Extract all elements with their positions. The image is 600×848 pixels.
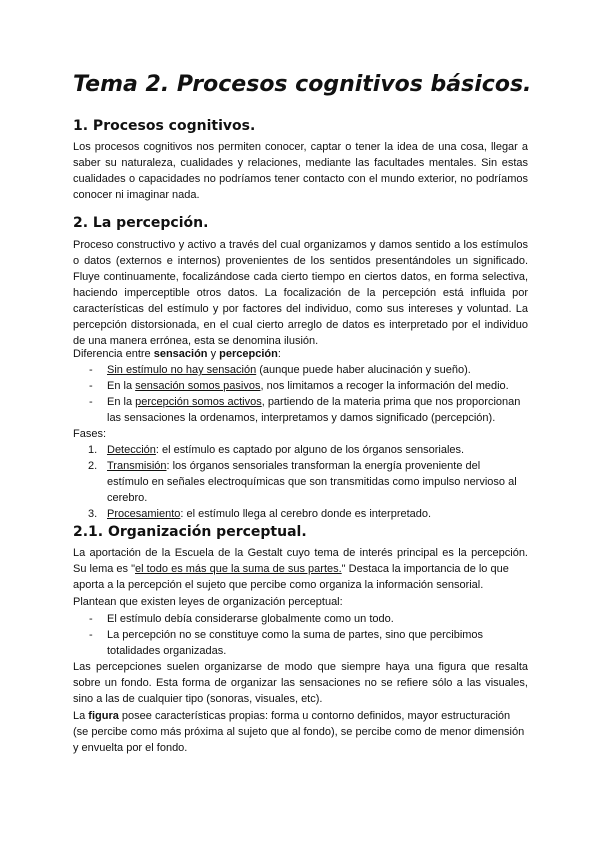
text-line: Proceso constructivo y activo a través del cual organizamos y damos sentido a los estímulos [73, 239, 528, 251]
term-percepcion: percepción [219, 348, 278, 360]
text-line: Los procesos cognitivos nos permiten conocer, captar o tener la idea de una cosa, llegar a [73, 141, 528, 153]
underlined-term: Sin estímulo no hay sensación [107, 364, 257, 376]
underlined-term: percepción somos activos [135, 396, 262, 408]
page-title: Tema 2. Procesos cognitivos básicos. [73, 72, 532, 97]
item-number: 2. [88, 460, 98, 472]
text-line: Las percepciones suelen organizarse de modo que siempre haya una figura que resalta [73, 661, 528, 673]
text-fragment: La [73, 710, 89, 722]
text-line: (se percibe como más próxima al sujeto que al fondo), se percibe como de menor dimensión [73, 726, 525, 738]
text-line: haciendo imperceptible otros datos. La focalización de la percepción está influida por [73, 287, 528, 299]
list-item: - Sin estímulo no hay sensación (aunque puede haber alucinación y sueño). [89, 364, 471, 376]
item-text: estímulo en señales electroquímicas que son transmitidas como impulso nervioso al [107, 476, 517, 488]
text-line: y envuelta por el fondo. [73, 742, 188, 754]
text-line: de una manera errónea, esta se denomina ilusión. [73, 335, 319, 347]
item-text: La percepción no se constituye como la suma de partes, sino que percibimos [107, 629, 484, 641]
underlined-term: Transmisión [107, 460, 167, 472]
difference-intro [73, 346, 528, 362]
item-text: : el estímulo llega al cerebro donde es interpretado. [180, 508, 432, 520]
item-text: : el estímulo es captado por alguno de los órganos sensoriales. [155, 444, 465, 456]
leyes-list [73, 611, 528, 659]
text-line: La aportación de la Escuela de la Gestalt cuyo tema de interés principal es la percepción. [73, 547, 528, 559]
list-item [73, 458, 528, 506]
text-line [73, 561, 528, 577]
section-heading-organizacion-perceptual: 2.1. Organización perceptual. [73, 524, 307, 540]
item-text: , partiendo de la materia prima que nos proporcionan [261, 396, 521, 408]
paragraph-figura [73, 708, 528, 756]
paragraph-percepcion [73, 237, 528, 349]
text-line: características del estímulo y por factores del individuo, como sus intereses y voluntad. La [73, 303, 528, 315]
phases-list [73, 442, 528, 522]
text-fragment: posee características propias: forma u contorno definidos, mayor estructuración [118, 710, 511, 722]
text-line: saber su naturaleza, cualidades y relaciones, mediante las facultades mentales. Sin estas [73, 157, 528, 169]
paragraph-gestalt [73, 545, 528, 593]
list-item [73, 442, 528, 458]
text-line: Fluye continuamente, focalizándose cada cierto tiempo en ciertos datos, en forma selectiva, [73, 271, 528, 283]
item-text: las sensaciones la ordenamos, interpretamos y damos significado (percepción). [107, 412, 496, 424]
text-fragment: " Destaca la importancia de lo que [341, 563, 509, 575]
term-sensacion: sensación [153, 348, 208, 360]
item-number: 3. [88, 508, 98, 520]
item-text: El estímulo debía considerarse globalmente como un todo. [107, 613, 394, 625]
text-line: o datos (externos e internos) provenientes de los sentidos presentándoles un significado. [73, 255, 528, 267]
item-text: En la [107, 396, 136, 408]
text-line: sino a las de cualquier tipo (sonoras, visuales, etc). [73, 693, 323, 705]
item-number: 1. [88, 444, 98, 456]
text-fragment: Su lema es " [73, 563, 135, 575]
underlined-term: Detección [107, 444, 156, 456]
text-line: percepción distorsionada, en el cual cierto arreglo de datos es interpretado por el individuo [73, 319, 528, 331]
section-heading-procesos-cognitivos: 1. Procesos cognitivos. [73, 118, 256, 134]
gestalt-motto: el todo es más que la suma de sus partes. [135, 563, 342, 575]
list-item: - En la sensación somos pasivos, nos limitamos a recoger la información del medio. [89, 380, 509, 392]
item-text: En la [107, 380, 136, 392]
item-text: cerebro. [107, 492, 148, 504]
text-line: conocer ni imaginar nada. [73, 189, 200, 201]
paragraph-figura-fondo [73, 659, 528, 707]
text-line: cualidades o capacidades no podríamos tener contacto con el mundo exterior, no podríamos [73, 173, 528, 185]
paragraph-procesos-cognitivos [73, 139, 528, 203]
underlined-term: sensación somos pasivos [135, 380, 261, 392]
text-line: sobre un fondo. Esta forma de organizar las sensaciones no se refiere sólo a las visuales, [73, 677, 528, 689]
list-item [73, 506, 528, 522]
list-item: - En la percepción somos activos, partiendo de la materia prima que nos proporcionan las sensaciones la ordenamos, interpretamos y damos significado (percepción). [89, 396, 521, 424]
diff-and: y [207, 348, 220, 360]
text-line: aporta a la percepción el sujeto que percibe como organiza la información sensorial. [73, 579, 484, 591]
item-text: totalidades organizadas. [107, 645, 227, 657]
list-item: - El estímulo debía considerarse globalmente como un todo. [89, 613, 394, 625]
list-item: - La percepción no se constituye como la suma de partes, sino que percibimos totalidades organizadas. [73, 627, 528, 659]
diff-suffix: : [277, 348, 281, 360]
difference-list [73, 362, 528, 426]
phases-label: Fases: [73, 428, 107, 440]
item-text: : los órganos sensoriales transforman la energía proveniente del [166, 460, 481, 472]
diff-prefix: Diferencia entre [73, 348, 154, 360]
text-line [73, 708, 528, 724]
term-figura: figura [88, 710, 119, 722]
item-text: , nos limitamos a recoger la información del medio. [260, 380, 509, 392]
underlined-term: Procesamiento [107, 508, 181, 520]
section-heading-percepcion: 2. La percepción. [73, 215, 209, 231]
paragraph-leyes: Plantean que existen leyes de organización perceptual: [73, 596, 343, 608]
item-text: (aunque puede haber alucinación y sueño). [256, 364, 471, 376]
